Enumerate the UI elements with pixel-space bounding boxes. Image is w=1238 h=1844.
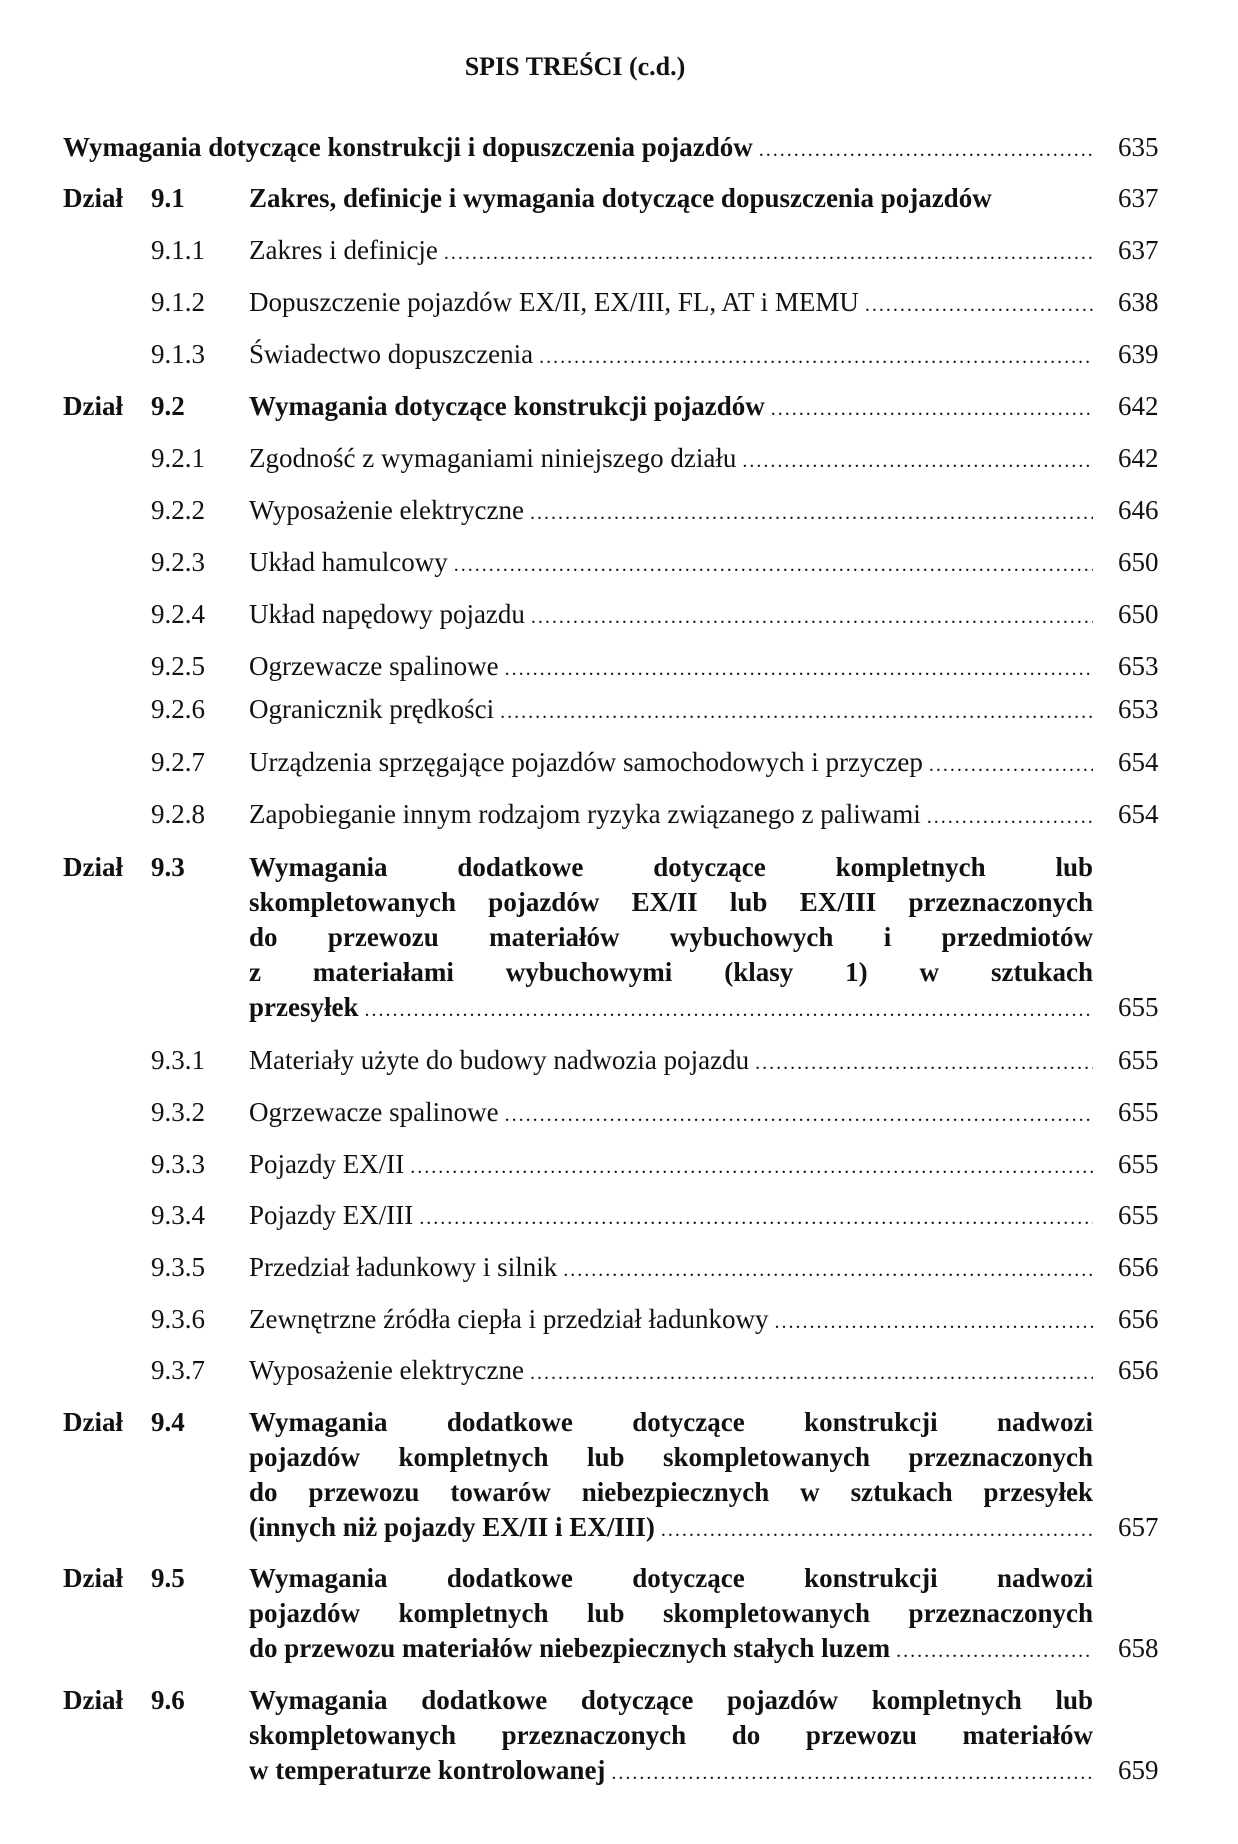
- section-title: Ogrzewacze spalinowe: [249, 1097, 499, 1127]
- section-title: Zewnętrzne źródła ciepła i przedział ładunkowy: [249, 1304, 769, 1334]
- leader-dots: [927, 806, 1093, 828]
- toc-page-number: 638: [1118, 287, 1159, 317]
- toc-page-number: 646: [1118, 495, 1159, 525]
- section-number: 9.3.5: [151, 1252, 205, 1282]
- toc-page-number: 658: [1118, 1633, 1159, 1663]
- section-title: Wyposażenie elektryczne: [249, 495, 524, 525]
- toc-page-number: 650: [1118, 547, 1159, 577]
- section-number: 9.2.1: [151, 443, 205, 473]
- toc-page-number: 657: [1118, 1512, 1159, 1542]
- toc-page-number: 655: [1118, 992, 1159, 1022]
- chapter-title-line: Wymagania dodatkowe dotyczące konstrukcji nadwozi: [249, 1407, 1093, 1437]
- leader-dots: [454, 554, 1093, 576]
- chapter-title-line: przesyłek: [249, 992, 359, 1022]
- chapter-title-line: pojazdów kompletnych lub skompletowanych przeznaczonych: [249, 1442, 1093, 1472]
- toc-page-number: 635: [1118, 132, 1159, 162]
- section-number: 9.3.2: [151, 1097, 205, 1127]
- toc-page-number: 655: [1118, 1200, 1159, 1230]
- section-title: Pojazdy EX/II: [249, 1149, 405, 1179]
- toc-part-text: Wymagania dotyczące konstrukcji i dopuszczenia pojazdów: [63, 132, 753, 162]
- toc-page-number: 655: [1118, 1045, 1159, 1075]
- chapter-label: Dział: [63, 183, 123, 213]
- chapter-title-line: do przewozu materiałów niebezpiecznych stałych luzem: [249, 1633, 891, 1663]
- section-number: 9.3.3: [151, 1149, 205, 1179]
- chapter-title: [249, 1405, 1093, 1545]
- leader-dots: [775, 1311, 1094, 1333]
- leader-dots: [505, 1104, 1093, 1126]
- chapter-label: Dział: [63, 1407, 123, 1437]
- chapter-title-line: z materiałami wybuchowymi (klasy 1) w sztukach: [249, 957, 1093, 987]
- leader-dots: [563, 1259, 1093, 1281]
- leader-dots: [771, 398, 1093, 420]
- chapter-label: Dział: [63, 1563, 123, 1593]
- toc-page-number: 655: [1118, 1149, 1159, 1179]
- chapter-title-line: do przewozu materiałów wybuchowych i przedmiotów: [249, 922, 1093, 952]
- chapter-number: 9.6: [151, 1685, 185, 1715]
- leader-dots: [531, 606, 1093, 628]
- chapter-title-line: do przewozu towarów niebezpiecznych w sztukach przesyłek: [249, 1477, 1093, 1507]
- leader-dots: [364, 999, 1093, 1021]
- leader-dots: [500, 701, 1093, 723]
- chapter-title-line: w temperaturze kontrolowanej: [249, 1755, 606, 1785]
- chapter-number: 9.2: [151, 391, 185, 421]
- page-title: SPIS TREŚCI (c.d.): [464, 52, 686, 81]
- section-title: Układ napędowy pojazdu: [249, 599, 525, 629]
- section-number: 9.2.3: [151, 547, 205, 577]
- leader-dots: [759, 139, 1093, 161]
- chapter-title-line: skompletowanych przeznaczonych do przewozu materiałów: [249, 1720, 1093, 1750]
- toc-page-number: 650: [1118, 599, 1159, 629]
- section-number: 9.2.4: [151, 599, 205, 629]
- leader-dots: [444, 242, 1093, 264]
- chapter-title: [249, 1561, 1093, 1666]
- leader-dots: [896, 1640, 1093, 1662]
- section-title: Ogranicznik prędkości: [249, 694, 495, 724]
- chapter-title: Zakres, definicje i wymagania dotyczące dopuszczenia pojazdów: [249, 183, 992, 213]
- leader-dots: [419, 1207, 1093, 1229]
- toc-page-number: 654: [1118, 799, 1159, 829]
- section-number: 9.2.7: [151, 747, 205, 777]
- chapter-title-line: skompletowanych pojazdów EX/II lub EX/III przeznaczonych: [249, 887, 1093, 917]
- toc-page-number: 637: [1118, 183, 1159, 213]
- section-title: Materiały użyte do budowy nadwozia pojazdu: [249, 1045, 750, 1075]
- toc-page-number: 642: [1118, 443, 1159, 473]
- leader-dots: [530, 1362, 1093, 1384]
- chapter-number: 9.5: [151, 1563, 185, 1593]
- leader-dots: [539, 346, 1093, 368]
- section-title: Zapobieganie innym rodzajom ryzyka związanego z paliwami: [249, 799, 921, 829]
- section-number: 9.1.2: [151, 287, 205, 317]
- section-number: 9.3.6: [151, 1304, 205, 1334]
- section-number: 9.2.5: [151, 651, 205, 681]
- section-number: 9.2.8: [151, 799, 205, 829]
- section-title: Dopuszczenie pojazdów EX/II, EX/III, FL, AT i MEMU: [249, 287, 859, 317]
- chapter-label: Dział: [63, 852, 123, 882]
- leader-dots: [865, 294, 1093, 316]
- chapter-title-line: Wymagania dodatkowe dotyczące konstrukcji nadwozi: [249, 1563, 1093, 1593]
- section-title: Świadectwo dopuszczenia: [249, 339, 534, 369]
- section-number: 9.3.4: [151, 1200, 205, 1230]
- leader-dots: [755, 1052, 1093, 1074]
- chapter-title: [249, 850, 1093, 1025]
- leader-dots: [742, 450, 1093, 472]
- chapter-title-line: (innych niż pojazdy EX/II i EX/III): [249, 1512, 655, 1542]
- chapter-title: [249, 1683, 1093, 1788]
- section-number: 9.1.1: [151, 235, 205, 265]
- chapter-label: Dział: [63, 391, 123, 421]
- chapter-title-line: pojazdów kompletnych lub skompletowanych przeznaczonych: [249, 1598, 1093, 1628]
- section-title: Układ hamulcowy: [249, 547, 448, 577]
- toc-page-number: 659: [1118, 1755, 1159, 1785]
- toc-page-number: 655: [1118, 1097, 1159, 1127]
- leader-dots: [410, 1156, 1093, 1178]
- section-title: Zakres i definicje: [249, 235, 438, 265]
- chapter-label: Dział: [63, 1685, 123, 1715]
- toc-page-number: 642: [1118, 391, 1159, 421]
- leader-dots: [929, 754, 1093, 776]
- section-title: Przedział ładunkowy i silnik: [249, 1252, 558, 1282]
- chapter-number: 9.1: [151, 183, 185, 213]
- section-number: 9.1.3: [151, 339, 205, 369]
- section-title: Pojazdy EX/III: [249, 1200, 414, 1230]
- section-number: 9.2.2: [151, 495, 205, 525]
- toc-page-number: 654: [1118, 747, 1159, 777]
- toc-page-number: 653: [1118, 694, 1159, 724]
- section-title: Urządzenia sprzęgające pojazdów samochodowych i przyczep: [249, 747, 923, 777]
- toc-page-number: 656: [1118, 1304, 1159, 1334]
- section-title: Zgodność z wymaganiami niniejszego działu: [249, 443, 737, 473]
- toc-page-number: 656: [1118, 1355, 1159, 1385]
- toc-page-number: 656: [1118, 1252, 1159, 1282]
- chapter-title: Wymagania dotyczące konstrukcji pojazdów: [249, 391, 765, 421]
- leader-dots: [505, 658, 1093, 680]
- section-number: 9.3.1: [151, 1045, 205, 1075]
- leader-dots: [530, 502, 1093, 524]
- section-number: 9.3.7: [151, 1355, 205, 1385]
- section-title: Wyposażenie elektryczne: [249, 1355, 524, 1385]
- chapter-title-line: Wymagania dodatkowe dotyczące kompletnych lub: [249, 852, 1093, 882]
- chapter-number: 9.3: [151, 852, 185, 882]
- section-number: 9.2.6: [151, 694, 205, 724]
- section-title: Ogrzewacze spalinowe: [249, 651, 499, 681]
- chapter-number: 9.4: [151, 1407, 185, 1437]
- toc-page-number: 653: [1118, 651, 1159, 681]
- toc-page-number: 639: [1118, 339, 1159, 369]
- leader-dots: [611, 1762, 1093, 1784]
- chapter-title-line: Wymagania dodatkowe dotyczące pojazdów kompletnych lub: [249, 1685, 1093, 1715]
- toc-page-number: 637: [1118, 235, 1159, 265]
- leader-dots: [661, 1519, 1093, 1541]
